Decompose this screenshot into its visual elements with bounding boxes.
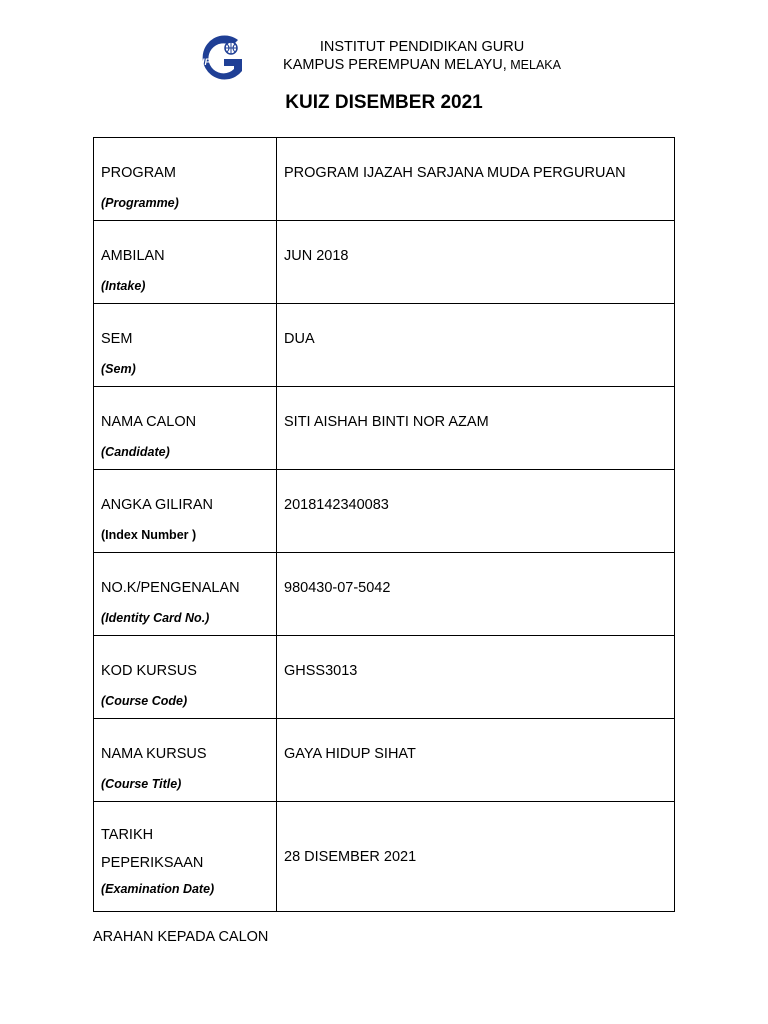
ipg-logo (198, 33, 246, 85)
field-label-english: (Course Code) (101, 694, 188, 708)
page-title: KUIZ DISEMBER 2021 (285, 92, 483, 113)
field-label-english: (Identity Card No.) (101, 611, 210, 625)
table-row (94, 387, 675, 470)
field-label: KOD KURSUS (101, 663, 197, 679)
table-row (94, 636, 675, 719)
institution-name: INSTITUT PENDIDIKAN GURU (319, 39, 525, 55)
field-label: SEM (101, 331, 133, 347)
field-value: JUN 2018 (284, 248, 349, 264)
candidate-info-table (93, 137, 675, 912)
field-label-cell (94, 304, 277, 387)
field-label-english: (Course Title) (101, 777, 182, 791)
table-row (94, 221, 675, 304)
field-label-cell (94, 719, 277, 802)
field-value-cell (277, 304, 675, 387)
field-value: GHSS3013 (284, 663, 358, 679)
field-value-cell (277, 553, 675, 636)
field-value: 28 DISEMBER 2021 (284, 848, 417, 865)
field-value: 2018142340083 (284, 497, 389, 513)
field-label: NAMA KURSUS (101, 746, 207, 762)
table-row (94, 719, 675, 802)
field-value-cell (277, 470, 675, 553)
field-label-cell (94, 553, 277, 636)
field-label-cell (94, 387, 277, 470)
table-row (94, 802, 675, 912)
field-label-cell (94, 470, 277, 553)
field-value: 980430-07-5042 (284, 580, 391, 596)
field-value: GAYA HIDUP SIHAT (284, 746, 416, 762)
field-value: SITI AISHAH BINTI NOR AZAM (284, 414, 489, 430)
field-value-cell (277, 387, 675, 470)
field-label-english: (Index Number ) (101, 528, 197, 542)
svg-text:IPG: IPG (202, 57, 218, 67)
field-label-english: (Programme) (101, 196, 179, 210)
campus-name: KAMPUS PEREMPUAN MELAYU, MELAKA (283, 57, 561, 73)
field-value: DUA (284, 331, 315, 347)
field-label-cell (94, 138, 277, 221)
instructions-heading: ARAHAN KEPADA CALON (93, 929, 269, 945)
field-label-line2: PEPERIKSAAN (101, 855, 204, 871)
institution-header (250, 38, 594, 74)
field-value: PROGRAM IJAZAH SARJANA MUDA PERGURUAN (284, 165, 626, 181)
field-label-cell (94, 802, 277, 912)
field-label: ANGKA GILIRAN (101, 497, 214, 513)
field-label: NAMA CALON (101, 414, 197, 430)
field-value-cell (277, 138, 675, 221)
field-label-english: (Sem) (101, 362, 136, 376)
field-value-cell (277, 802, 675, 912)
field-value-cell (277, 636, 675, 719)
table-row (94, 138, 675, 221)
field-label: PROGRAM (101, 165, 176, 181)
field-label-english: (Examination Date) (101, 882, 215, 896)
table-row (94, 553, 675, 636)
field-value-cell (277, 221, 675, 304)
field-label-english: (Intake) (101, 279, 146, 293)
table-row (94, 470, 675, 553)
table-row (94, 304, 675, 387)
field-label-english: (Candidate) (101, 445, 170, 459)
field-value-cell (277, 719, 675, 802)
field-label: NO.K/PENGENALAN (101, 580, 240, 596)
field-label: AMBILAN (101, 248, 165, 264)
field-label: TARIKH (101, 827, 154, 843)
field-label-cell (94, 636, 277, 719)
field-label-cell (94, 221, 277, 304)
